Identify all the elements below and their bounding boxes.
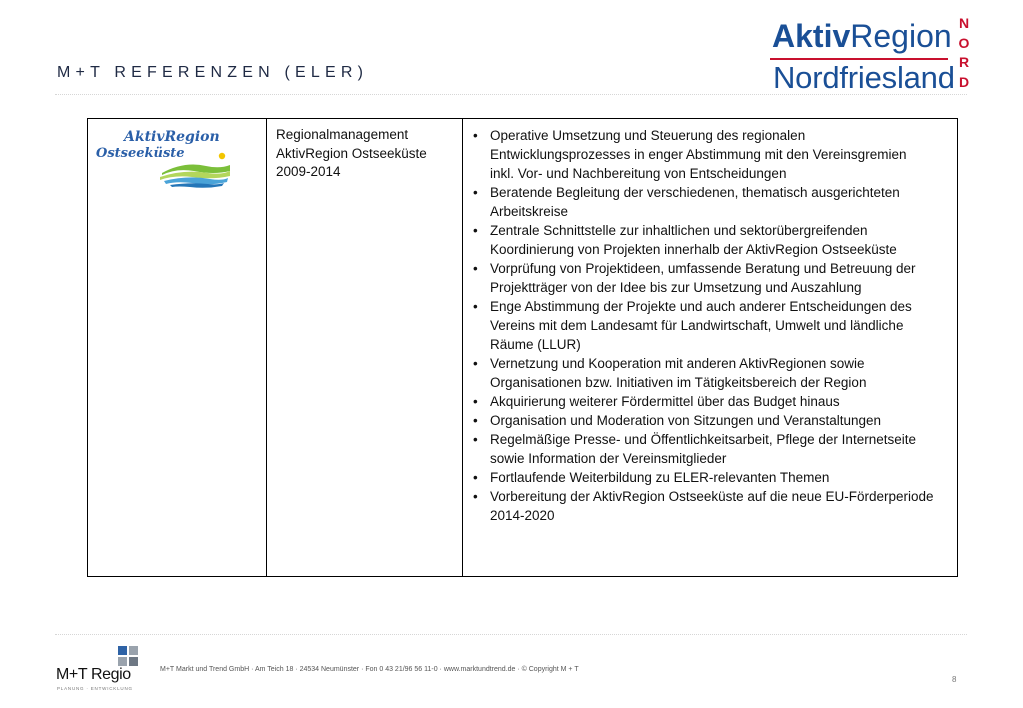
footer-contact: M+T Markt und Trend GmbH · Am Teich 18 · 24534 Neumünster · Fon 0 43 21/96 56 11-0 · www.marktundtrend.de · © Copyright M + T bbox=[160, 666, 579, 673]
logo-square bbox=[118, 646, 127, 655]
task-item bbox=[470, 430, 951, 468]
tasks-cell bbox=[463, 119, 958, 577]
project-period: 2009-2014 bbox=[276, 164, 341, 179]
task-line: Organisationen bzw. Initiativen im Tätigkeitsbereich der Region bbox=[490, 375, 867, 390]
client-logo-line2: Ostseeküste bbox=[96, 146, 185, 161]
footer-logo-subline: PLANUNG · ENTWICKLUNG bbox=[57, 686, 133, 691]
task-line: Vereins mit dem Landesamt für Landwirtschaft, Umwelt und ländliche bbox=[490, 318, 904, 333]
logo-word-region: Region bbox=[850, 18, 952, 54]
landscape-wave-icon bbox=[154, 151, 234, 191]
task-line: Koordinierung von Projekten innerhalb der AktivRegion Ostseeküste bbox=[490, 242, 897, 257]
task-line: • Vernetzung und Kooperation mit anderen AktivRegionen sowie bbox=[490, 356, 865, 371]
page-number: 8 bbox=[952, 675, 957, 684]
logo-word-aktiv: Aktiv bbox=[772, 18, 851, 54]
task-line: Räume (LLUR) bbox=[490, 337, 581, 352]
project-name-line2: AktivRegion Ostseeküste bbox=[276, 145, 427, 161]
task-item bbox=[470, 354, 951, 392]
task-line: • Zentrale Schnittstelle zur inhaltlichen und sektorübergreifenden bbox=[490, 223, 868, 238]
task-item bbox=[470, 468, 951, 487]
footer-logo-text: M+T Regio bbox=[56, 666, 131, 683]
task-line: • Regelmäßige Presse- und Öffentlichkeitsarbeit, Pflege der Internetseite bbox=[490, 432, 916, 447]
task-line: Arbeitskreise bbox=[490, 204, 569, 219]
task-line: • Beratende Begleitung der verschiedenen, thematisch ausgerichteten bbox=[490, 185, 900, 200]
tasks-list bbox=[470, 126, 951, 525]
task-line: • Akquirierung weiterer Fördermittel über das Budget hinaus bbox=[490, 394, 840, 409]
logo-line-aktivregion bbox=[772, 16, 952, 56]
task-line: • Operative Umsetzung und Steuerung des regionalen bbox=[490, 128, 806, 143]
logo-square bbox=[129, 657, 138, 666]
task-item bbox=[470, 411, 951, 430]
logo-square bbox=[129, 646, 138, 655]
task-line: • Fortlaufende Weiterbildung zu ELER-relevanten Themen bbox=[490, 470, 830, 485]
task-line: 2014-2020 bbox=[490, 508, 555, 523]
task-line: inkl. Vor- und Nachbereitung von Entscheidungen bbox=[490, 166, 787, 181]
task-line: • Enge Abstimmung der Projekte und auch anderer Entscheidungen des bbox=[490, 299, 912, 314]
logo-letter: R bbox=[958, 54, 970, 70]
aktivregion-ostseekueste-logo bbox=[94, 129, 244, 189]
task-line: Entwicklungsprozesses in enger Abstimmung mit den Vereinsgremien bbox=[490, 147, 907, 162]
footer-divider bbox=[55, 634, 967, 635]
task-item bbox=[470, 392, 951, 411]
task-line: Projektträger von der Idee bis zur Umsetzung und Auszahlung bbox=[490, 280, 862, 295]
task-item bbox=[470, 297, 951, 354]
page-title: M+T REFERENZEN (ELER) bbox=[57, 64, 369, 81]
logo-square bbox=[118, 657, 127, 666]
task-line: • Vorbereitung der AktivRegion Ostseeküste auf die neue EU-Förderperiode bbox=[490, 489, 934, 504]
client-logo-line1: AktivRegion bbox=[124, 129, 220, 145]
task-line: • Vorprüfung von Projektideen, umfassende Beratung und Betreuung der bbox=[490, 261, 916, 276]
table-row bbox=[88, 119, 958, 577]
project-cell bbox=[267, 119, 463, 577]
aktivregion-nordfriesland-logo bbox=[770, 14, 975, 96]
task-item bbox=[470, 221, 951, 259]
task-item bbox=[470, 259, 951, 297]
logo-letter: N bbox=[958, 15, 970, 31]
logo-letter: D bbox=[958, 73, 970, 90]
logo-letter: O bbox=[958, 34, 970, 51]
mt-regio-logo bbox=[56, 644, 146, 694]
project-name-line1: Regionalmanagement bbox=[276, 127, 409, 142]
task-line: • Organisation und Moderation von Sitzungen und Veranstaltungen bbox=[490, 413, 882, 428]
logo-nord-letters bbox=[956, 14, 972, 92]
task-item bbox=[470, 487, 951, 525]
task-item bbox=[470, 126, 951, 183]
logo-word-nordfriesland: Nordfriesland bbox=[773, 60, 955, 95]
client-logo-cell bbox=[88, 119, 267, 577]
task-line: sowie Information der Vereinsmitglieder bbox=[490, 451, 727, 466]
reference-table bbox=[87, 118, 958, 577]
task-item bbox=[470, 183, 951, 221]
